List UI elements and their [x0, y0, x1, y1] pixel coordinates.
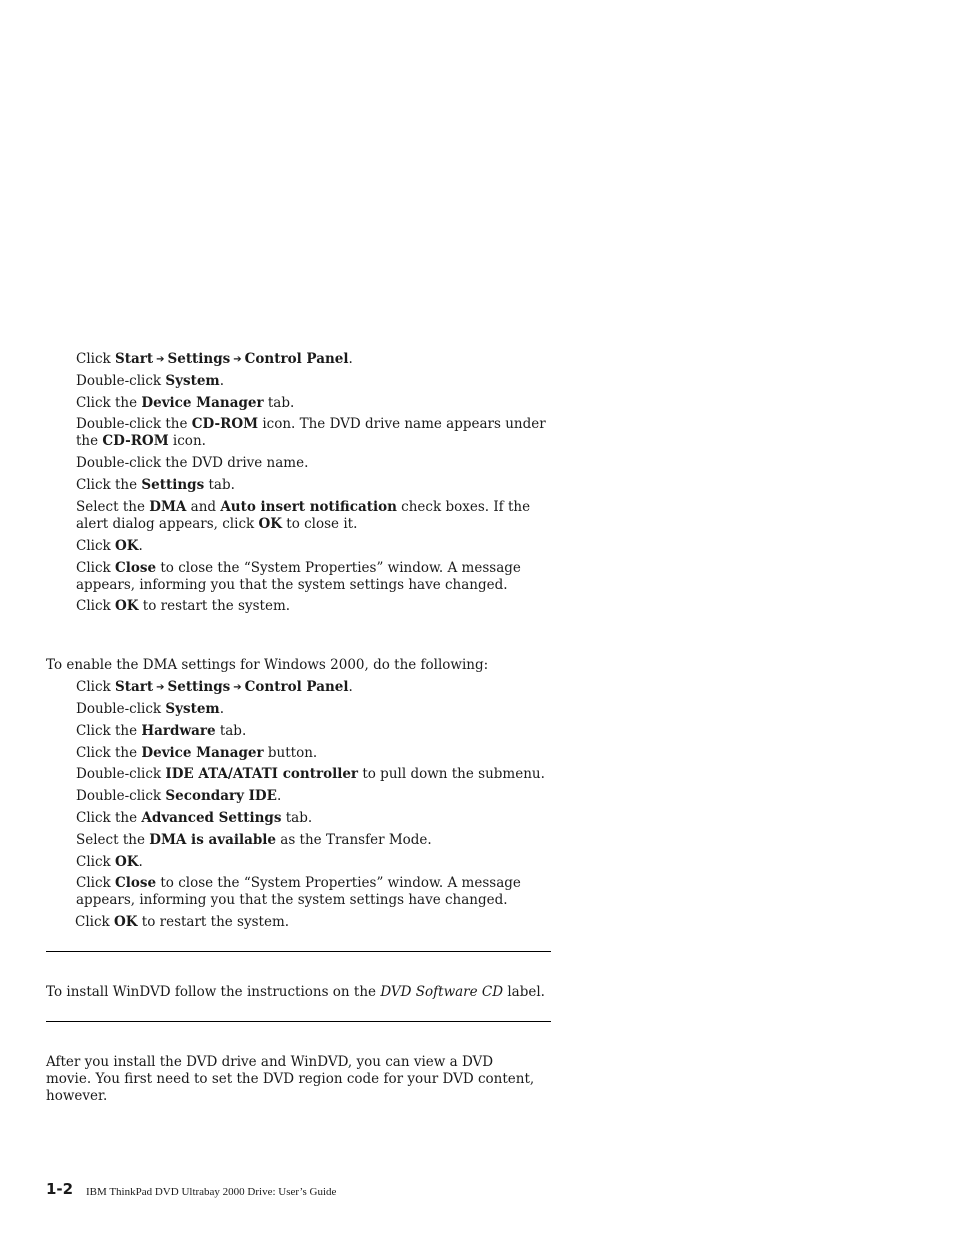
- text-run: Click: [76, 679, 115, 695]
- text-run: .: [138, 538, 143, 554]
- win98-step: [76, 455, 548, 472]
- text-run: Click: [76, 538, 115, 554]
- text-run: Click the: [76, 745, 142, 761]
- windvd-install-text: [46, 984, 546, 1001]
- ui-term: DMA is available: [149, 832, 276, 848]
- text-run: .: [276, 788, 282, 804]
- win98-step: [76, 351, 548, 368]
- win2000-step: [76, 723, 548, 740]
- ui-term: CD-ROM: [102, 433, 169, 449]
- text-run: Click: [76, 560, 115, 576]
- win2000-intro: To enable the DMA settings for Windows 2000, do the following:: [46, 657, 489, 673]
- arrow-icon: ➔: [156, 354, 165, 365]
- ui-term: Control Panel: [244, 351, 349, 367]
- text-run: Click the: [76, 810, 142, 826]
- win98-step: [76, 373, 548, 390]
- text-run: .: [348, 679, 353, 695]
- text-run: button.: [263, 745, 318, 761]
- win98-step: [76, 598, 548, 615]
- win98-step: [76, 538, 548, 555]
- text-run: Double-click the DVD drive name.: [76, 455, 309, 471]
- page-number: 1-2: [46, 1180, 74, 1198]
- text-run: to restart the system.: [137, 914, 290, 930]
- text-run: to pull down the submenu.: [358, 766, 545, 782]
- arrow-icon: ➔: [233, 682, 242, 693]
- text-run: Double-click: [76, 788, 166, 804]
- ui-term: Close: [115, 875, 157, 891]
- text-run: Select the: [76, 832, 150, 848]
- title-ref: DVD Software CD: [380, 984, 504, 1000]
- footer-title: IBM ThinkPad DVD Ultrabay 2000 Drive: User’s Guide: [86, 1186, 337, 1198]
- ui-term: IDE ATA/ATATI controller: [165, 766, 359, 782]
- ui-term: Device Manager: [141, 745, 264, 761]
- text-run: Click the: [76, 477, 142, 493]
- ui-term: OK: [258, 516, 282, 532]
- win98-step: [76, 499, 548, 533]
- ui-term: OK: [114, 914, 138, 930]
- ui-term: OK: [115, 538, 139, 554]
- text-run: .: [219, 701, 224, 717]
- win2000-step: [76, 788, 548, 805]
- text-run: Click: [76, 875, 115, 891]
- section-divider: [46, 1021, 551, 1022]
- text-run: To install WinDVD follow the instructions on the: [46, 984, 381, 1000]
- section-divider: [46, 951, 551, 952]
- text-run: Double-click: [76, 766, 166, 782]
- text-run: icon. The DVD drive name appears under the: [76, 416, 546, 449]
- text-run: to restart the system.: [138, 598, 291, 614]
- win2000-step: [76, 745, 548, 762]
- arrow-icon: ➔: [233, 354, 242, 365]
- ui-term: System: [165, 701, 220, 717]
- ui-term: CD-ROM: [191, 416, 259, 432]
- ui-term: Close: [115, 560, 157, 576]
- ui-term: Secondary IDE: [165, 788, 277, 804]
- ui-term: DMA: [149, 499, 187, 515]
- text-run: label.: [503, 984, 545, 1000]
- text-run: as the Transfer Mode.: [276, 832, 432, 848]
- text-run: Click: [76, 854, 115, 870]
- win2000-step: [76, 875, 548, 909]
- text-run: and: [186, 499, 221, 515]
- win2000-step: [76, 854, 548, 871]
- ui-term: Auto insert notification: [220, 499, 397, 515]
- ui-term: Device Manager: [141, 395, 264, 411]
- win98-step: [76, 416, 548, 450]
- text-run: tab.: [204, 477, 235, 493]
- text-run: tab.: [215, 723, 247, 739]
- text-run: check boxes. If the alert dialog appears, click: [76, 499, 531, 532]
- arrow-icon: ➔: [156, 682, 165, 693]
- ui-term: OK: [115, 854, 139, 870]
- ui-term: OK: [115, 598, 139, 614]
- win2000-step: [76, 832, 548, 849]
- text-run: Click the: [76, 395, 142, 411]
- ui-term: Settings: [141, 477, 205, 493]
- text-run: Click the: [76, 723, 142, 739]
- text-run: Double-click the: [76, 416, 192, 432]
- text-run: Select the: [76, 499, 150, 515]
- ui-term: Settings: [167, 679, 231, 695]
- win98-step: [76, 395, 548, 412]
- ui-term: Settings: [167, 351, 231, 367]
- text-run: Click: [76, 351, 115, 367]
- text-run: to close it.: [281, 516, 358, 532]
- ui-term: Start: [115, 351, 154, 367]
- ui-term: Start: [115, 679, 154, 695]
- text-run: tab.: [281, 810, 313, 826]
- text-run: Click: [76, 598, 115, 614]
- text-run: Double-click: [76, 701, 166, 717]
- text-run: tab.: [263, 395, 295, 411]
- win2000-step: [76, 701, 548, 718]
- ui-term: Control Panel: [244, 679, 349, 695]
- win98-step: [76, 560, 548, 594]
- text-run: .: [138, 854, 143, 870]
- ui-term: Advanced Settings: [141, 810, 282, 826]
- text-run: .: [219, 373, 224, 389]
- text-run: Double-click: [76, 373, 166, 389]
- viewing-movie-text: After you install the DVD drive and WinDVD, you can view a DVD movie. You first need to set the DVD region code for your DVD content, however.: [46, 1054, 535, 1104]
- win2000-step: [76, 766, 548, 783]
- win98-step: [76, 477, 548, 494]
- text-run: to close the “System Properties” window. A message appears, informing you that the system settings have changed.: [76, 560, 521, 593]
- text-run: to close the “System Properties” window. A message appears, informing you that the system settings have changed.: [76, 875, 521, 908]
- text-run: Click: [75, 914, 114, 930]
- text-run: .: [348, 351, 353, 367]
- text-run: icon.: [168, 433, 206, 449]
- ui-term: System: [165, 373, 220, 389]
- ui-term: Hardware: [141, 723, 216, 739]
- win2000-step: [76, 810, 548, 827]
- win2000-step: [76, 679, 548, 696]
- win2000-step: [75, 914, 547, 931]
